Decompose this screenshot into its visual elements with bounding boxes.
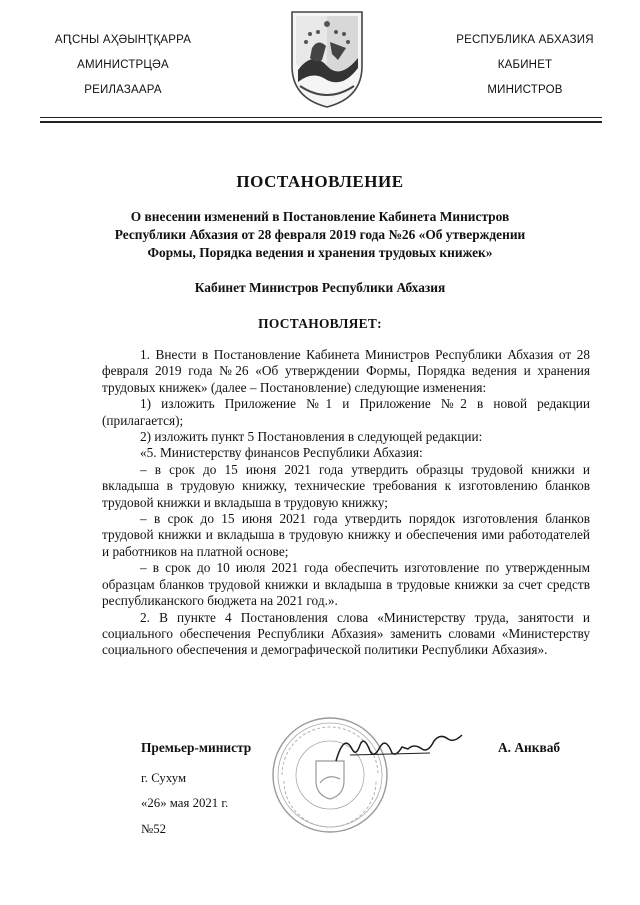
- header-left-line-3: РЕИЛАЗААРА: [84, 84, 162, 96]
- header-right-line-2: КАБИНЕТ: [497, 59, 553, 71]
- handwritten-signature: [330, 727, 470, 767]
- document-number: №52: [141, 822, 167, 836]
- signatory-title: Премьер-министр: [141, 740, 252, 755]
- header-rule-top: [40, 117, 602, 118]
- header-left-line-2: АМИНИСТРЦӘА: [77, 59, 169, 71]
- paragraph-3: 2) изложить пункт 5 Постановления в следующей редакции:: [140, 429, 483, 445]
- paragraph-4: «5. Министерству финансов Республики Абхазия:: [140, 445, 423, 461]
- header-left-line-1: АԤСНЫ АҲӘЫНҬҚАРРА: [54, 34, 192, 46]
- paragraph-8: 2. В пункте 4 Постановления слова «Министерству труда, занятости и социального обеспечения Республики Абхазия» заменить словами «Министерству социального обеспечения и демографической политики Республики Абхазия».: [102, 609, 590, 658]
- paragraph-1: 1. Внести в Постановление Кабинета Министров Республики Абхазия от 28 февраля 2019 года №26 «Об утверждении Формы, Порядка ведения и хранения трудовых книжек» (далее – Постановление) следующие изменения:: [102, 347, 590, 395]
- document-date: «26» мая 2021 г.: [141, 796, 229, 810]
- paragraph-2: 1) изложить Приложение №1 и Приложение №2 в новой редакции (прилагается);: [102, 396, 590, 428]
- document-place: г. Сухум: [141, 771, 187, 785]
- signatory-name: А. Анкваб: [498, 740, 561, 755]
- paragraph-7: – в срок до 10 июля 2021 года обеспечить изготовление по утвержденным образцам бланков трудовой книжки и вкладыша в трудовые книжки за счет средств республиканского бюджета на 2021 год.».: [102, 560, 590, 609]
- state-emblem-icon: [288, 8, 366, 110]
- header-rule-bottom: [40, 121, 602, 123]
- paragraph-5: – в срок до 15 июня 2021 года утвердить образцы трудовой книжки и вкладыша в трудовую книжку, технические требования к изготовлению бланков трудовой книжки и вкладыша в трудовую книжку;: [102, 461, 590, 510]
- decree-heading: ПОСТАНОВЛЯЕТ:: [258, 316, 382, 331]
- issuer-line: Кабинет Министров Республики Абхазия: [194, 280, 446, 295]
- header-right-line-1: РЕСПУБЛИКА АБХАЗИЯ: [456, 34, 594, 46]
- header-right-line-3: МИНИСТРОВ: [487, 84, 563, 96]
- header-right-block: [440, 33, 610, 108]
- paragraph-6: – в срок до 15 июня 2021 года утвердить порядок изготовления бланков трудовой книжки и вкладыша в трудовую книжку и обеспечения ими работодателей и работников на платной основе;: [102, 511, 590, 559]
- subject-line-2: Республики Абхазия от 28 февраля 2019 года №26 «Об утверждении: [114, 227, 526, 242]
- document-subject: [100, 208, 540, 262]
- subject-line-1: О внесении изменений в Постановление Кабинета Министров: [130, 209, 510, 224]
- document-body: [102, 347, 590, 659]
- header-left-block: [38, 33, 208, 108]
- subject-line-3: Формы, Порядка ведения и хранения трудовых книжек»: [147, 245, 493, 260]
- document-title: ПОСТАНОВЛЕНИЕ: [236, 172, 404, 191]
